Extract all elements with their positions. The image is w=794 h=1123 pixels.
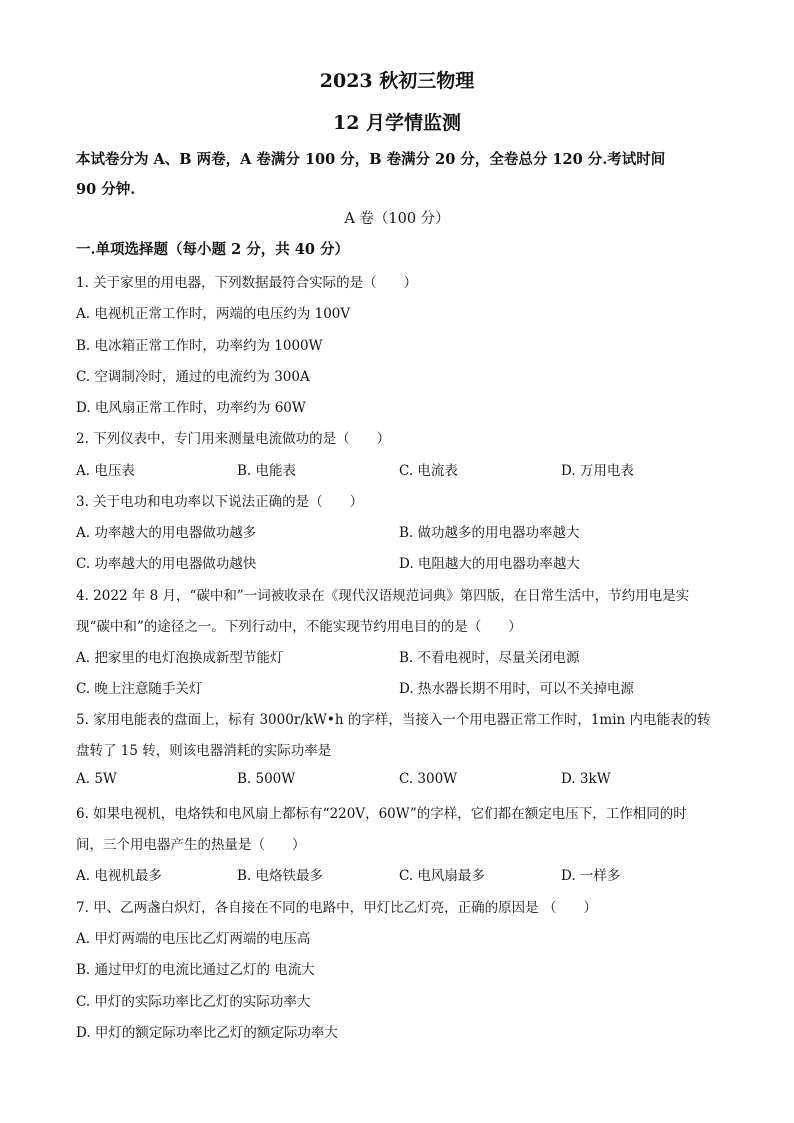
question-option: C. 电风扇最多 [399, 868, 485, 884]
question-option: C. 300W [399, 771, 458, 787]
question-option: B. 通过甲灯的电流比通过乙灯的 电流大 [76, 962, 315, 978]
question-option: B. 电能表 [237, 463, 297, 479]
question-option: D. 万用电表 [561, 463, 634, 479]
question-stem: 2. 下列仪表中，专门用来测量电流做功的是（ ） [76, 431, 391, 447]
question-stem: 盘转了 15 转，则该电器消耗的实际功率是 [76, 743, 332, 759]
question-option: B. 做功越多的用电器功率越大 [399, 525, 580, 541]
question-option: B. 电烙铁最多 [237, 868, 324, 884]
question-option: A. 甲灯两端的电压比乙灯两端的电压高 [76, 931, 311, 947]
section-heading: A 卷（100 分） [344, 211, 450, 227]
question-option: C. 晚上注意随手关灯 [76, 681, 203, 697]
question-stem: 3. 关于电功和电功率以下说法正确的是（ ） [76, 494, 364, 510]
question-option: B. 电冰箱正常工作时，功率约为 1000W [76, 338, 323, 354]
exam-title: 2023 秋初三物理 [319, 70, 475, 92]
question-option: A. 电视机正常工作时，两端的电压约为 100V [76, 306, 351, 322]
question-stem: 6. 如果电视机，电烙铁和电风扇上都标有“220V，60W”的字样，它们都在额定电压下，工作相同的时 [76, 806, 687, 822]
question-stem: 5. 家用电能表的盘面上，标有 3000r/kW•h 的字样，当接入一个用电器正常工作时，1min 内电能表的转 [76, 712, 711, 728]
question-stem: 1. 关于家里的用电器，下列数据最符合实际的是（ ） [76, 275, 418, 291]
question-option: B. 500W [237, 771, 296, 787]
question-option: A. 5W [76, 771, 117, 787]
question-option: C. 功率越大的用电器做功越快 [76, 556, 257, 572]
question-option: D. 甲灯的额定际功率比乙灯的额定际功率大 [76, 1025, 338, 1041]
instructions-line-1: 本试卷分为 A、B 两卷，A 卷满分 100 分，B 卷满分 20 分，全卷总分 120 分.考试时间 [76, 151, 666, 168]
question-option: A. 功率越大的用电器做功越多 [76, 525, 257, 541]
question-option: A. 把家里的电灯泡换成新型节能灯 [76, 650, 284, 666]
question-stem: 现“碳中和”的途径之一。下列行动中，不能实现节约用电目的的是（ ） [76, 619, 522, 635]
part-heading: 一.单项选择题（每小题 2 分，共 40 分） [76, 241, 350, 258]
question-option: C. 空调制冷时，通过的电流约为 300A [76, 369, 310, 385]
question-option: D. 3kW [561, 771, 611, 787]
question-option: D. 热水器长期不用时，可以不关掉电源 [399, 681, 634, 697]
question-option: A. 电压表 [76, 463, 135, 479]
question-stem: 7. 甲、乙两盏白炽灯，各自接在不同的电路中，甲灯比乙灯亮，正确的原因是 （ ） [76, 900, 597, 916]
question-option: D. 电阻越大的用电器功率越大 [399, 556, 580, 572]
question-stem: 间，三个用电器产生的热量是（ ） [76, 837, 306, 853]
instructions-line-2: 90 分钟. [76, 181, 136, 198]
exam-instructions [76, 145, 721, 205]
question-option: D. 电风扇正常工作时，功率约为 60W [76, 400, 306, 416]
question-stem: 4. 2022 年 8 月，“碳中和”一词被收录在《现代汉语规范词典》第四版，在日常生活中，节约用电是实 [76, 588, 690, 604]
exam-subtitle: 12 月学情监测 [332, 112, 462, 134]
question-option: C. 电流表 [399, 463, 458, 479]
question-option: A. 电视机最多 [76, 868, 162, 884]
question-option: C. 甲灯的实际功率比乙灯的实际功率大 [76, 994, 311, 1010]
question-option: D. 一样多 [561, 868, 621, 884]
question-option: B. 不看电视时，尽量关闭电源 [399, 650, 580, 666]
